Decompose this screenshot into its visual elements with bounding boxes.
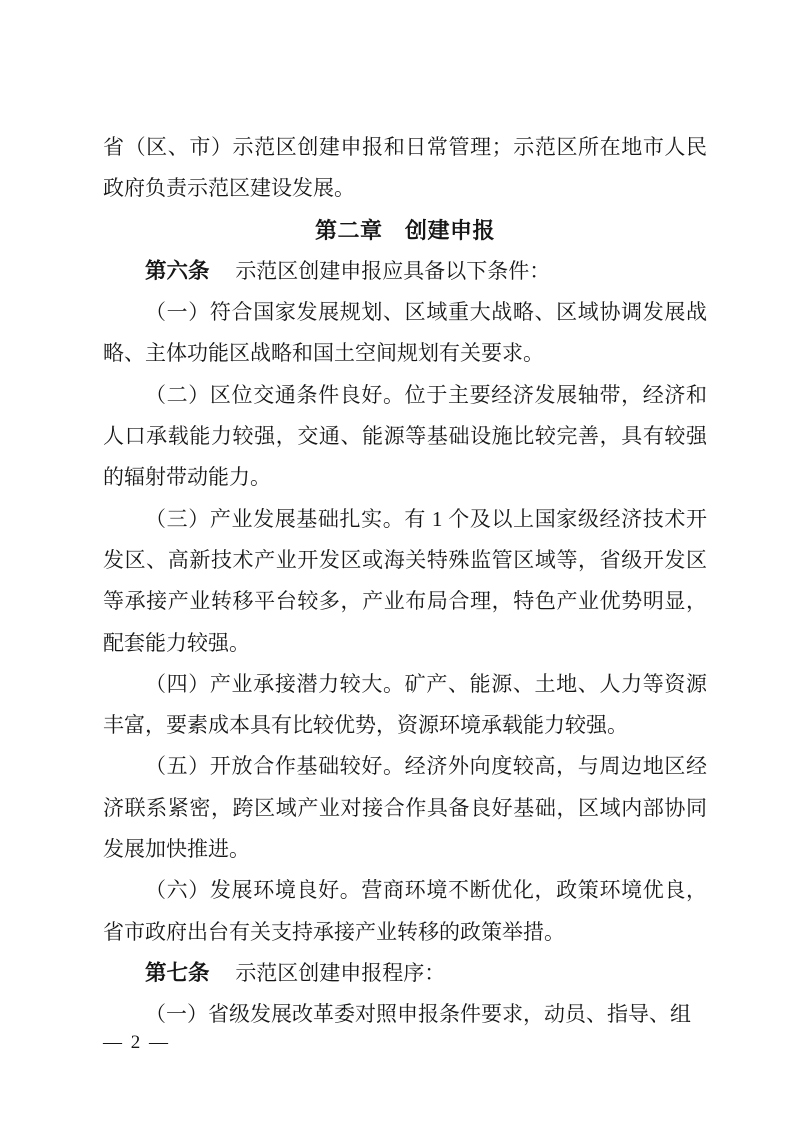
article-6-item-4: （四）产业承接潜力较大。矿产、能源、土地、人力等资源丰富，要素成本具有比较优势，资源环境承载能力较强。 xyxy=(103,671,707,738)
article-7-item-1: （一）省级发展改革委对照申报条件要求，动员、指导、组 xyxy=(145,1002,691,1027)
article-6-item-5: （五）开放合作基础较好。经济外向度较高，与周边地区经济联系紧密，跨区域产业对接合作具备良好基础，区域内部协同发展加快推进。 xyxy=(103,754,707,862)
article-6-item-3: （三）产业发展基础扎实。有 1 个及以上国家级经济技术开发区、高新技术产业开发区或海关特殊监管区域等，省级开发区等承接产业转移平台较多，产业布局合理，特色产业优势明显，配套能力较强。 xyxy=(103,506,707,655)
article-6-item-2: （二）区位交通条件良好。位于主要经济发展轴带，经济和人口承载能力较强，交通、能源等基础设施比较完善，具有较强的辐射带动能力。 xyxy=(103,382,707,490)
article-6-item-1: （一）符合国家发展规划、区域重大战略、区域协调发展战略、主体功能区战略和国土空间规划有关要求。 xyxy=(103,300,707,366)
chapter-heading: 第二章 创建申报 xyxy=(314,217,495,243)
article-6-item-6: （六）发展环境良好。营商环境不断优化，政策环境优良，省市政府出台有关支持承接产业转移的政策举措。 xyxy=(103,878,707,944)
article-6-label: 第六条 xyxy=(145,258,210,283)
article-6-intro: 示范区创建申报应具备以下条件： xyxy=(235,258,551,283)
page-number: — 2 — xyxy=(103,1032,170,1053)
article-7 xyxy=(103,953,707,994)
article-7-intro: 示范区创建申报程序： xyxy=(235,960,446,985)
article-7-label: 第七条 xyxy=(145,960,210,985)
document-body xyxy=(103,127,707,1036)
continuation-paragraph: 省（区、市）示范区创建申报和日常管理；示范区所在地市人民政府负责示范区建设发展。 xyxy=(103,135,707,201)
article-6 xyxy=(103,251,707,292)
